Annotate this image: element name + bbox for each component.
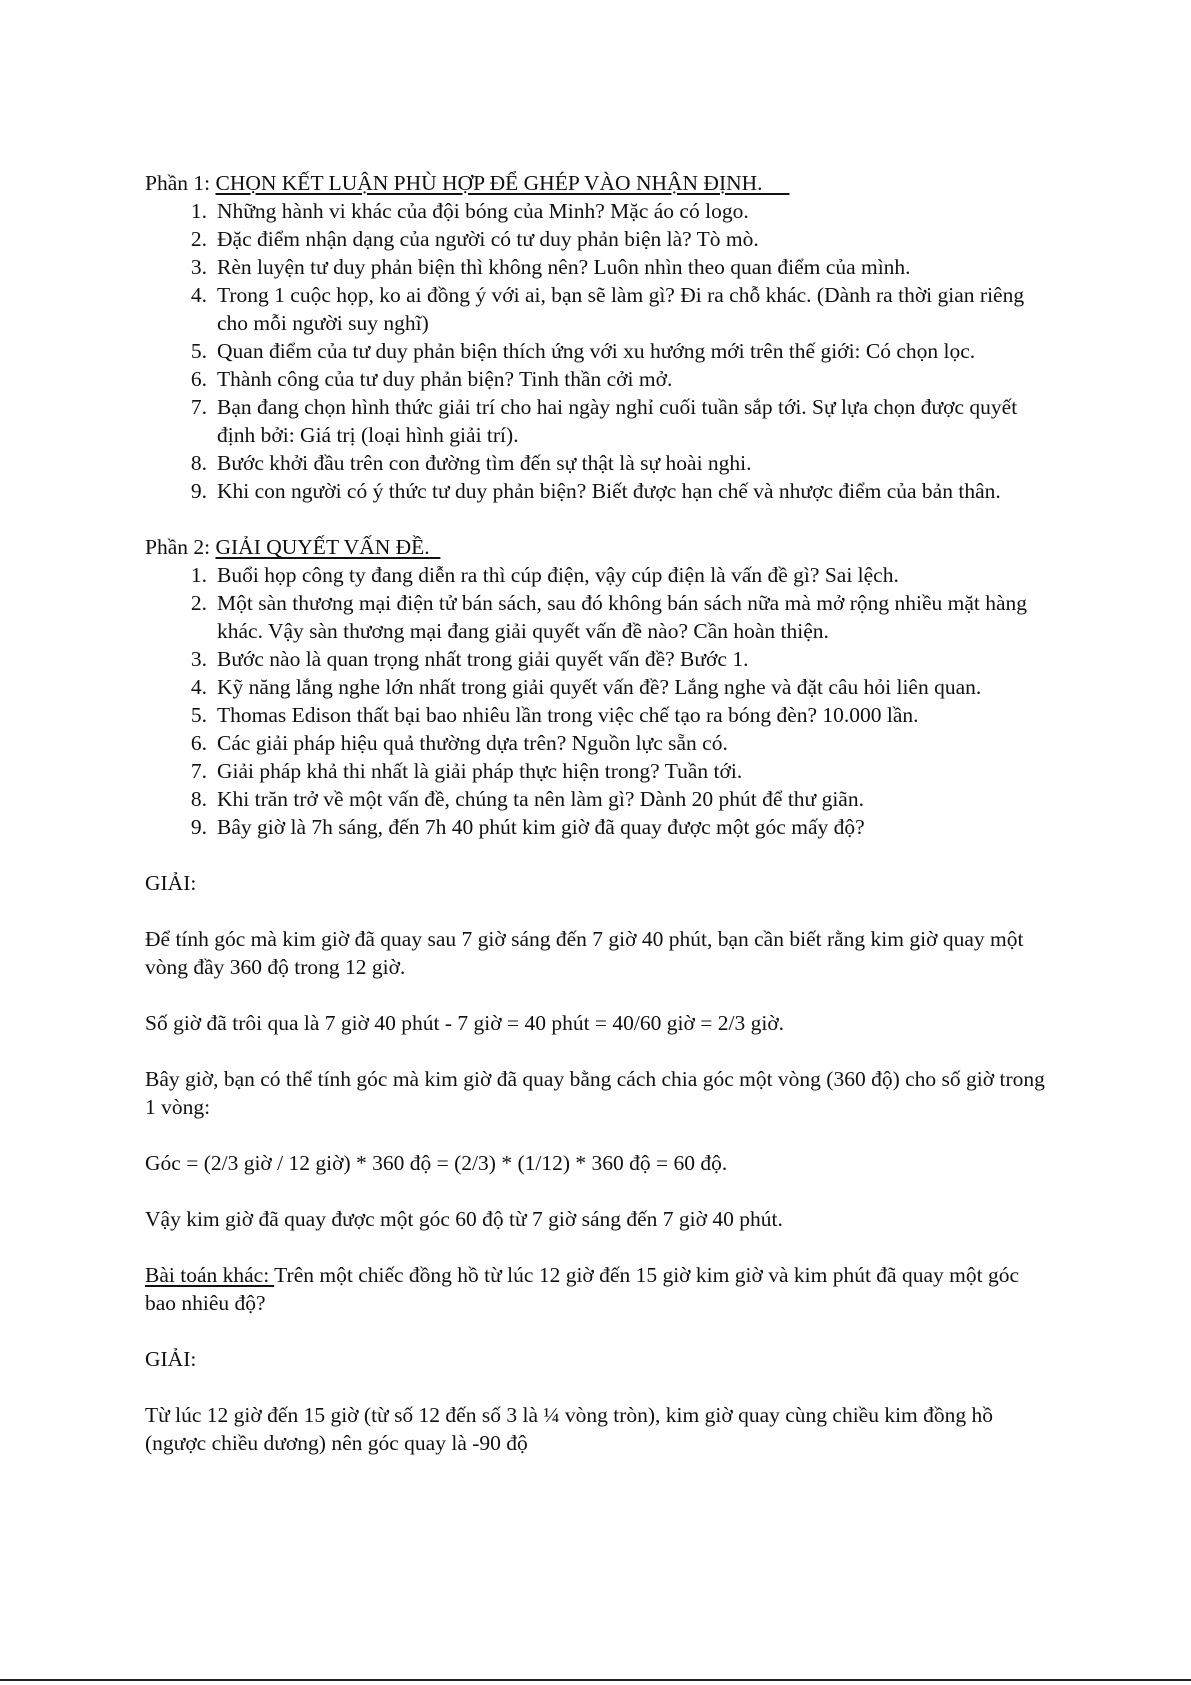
solution-paragraph: Số giờ đã trôi qua là 7 giờ 40 phút - 7 giờ = 40 phút = 40/60 giờ = 2/3 giờ.: [145, 1011, 785, 1035]
solution-formula: Góc = (2/3 giờ / 12 giờ) * 360 độ = (2/3) * (1/12) * 360 độ = 60 độ.: [145, 1151, 728, 1175]
part1-list: [145, 197, 1050, 505]
part1-prefix: Phần 1:: [145, 171, 216, 195]
other-problem-answer: Từ lúc 12 giờ đến 15 giờ (từ số 12 đến số 3 là ¼ vòng tròn), kim giờ quay cùng chiều kim đồng hồ (ngược chiều dương) nên góc quay là -90 độ: [145, 1403, 994, 1455]
list-item: Bây giờ là 7h sáng, đến 7h 40 phút kim giờ đã quay được một góc mấy độ?: [217, 815, 865, 839]
list-item: Quan điểm của tư duy phản biện thích ứng với xu hướng mới trên thế giới: Có chọn lọc.: [217, 339, 976, 363]
list-item: Thành công của tư duy phản biện? Tinh thần cởi mở.: [217, 367, 673, 391]
list-item: Trong 1 cuộc họp, ko ai đồng ý với ai, bạn sẽ làm gì? Đi ra chỗ khác. (Dành ra thời gian riêng cho mỗi người suy nghĩ): [217, 283, 1025, 335]
solution-label: GIẢI:: [145, 871, 197, 895]
list-item: Bạn đang chọn hình thức giải trí cho hai ngày nghỉ cuối tuần sắp tới. Sự lựa chọn được quyết định bởi: Giá trị (loại hình giải trí).: [217, 395, 1018, 447]
document-page: [145, 169, 1050, 1457]
list-item: Bước khởi đầu trên con đường tìm đến sự thật là sự hoài nghi.: [217, 451, 752, 475]
solution-paragraph: Bây giờ, bạn có thể tính góc mà kim giờ đã quay bằng cách chia góc một vòng (360 độ) cho số giờ trong 1 vòng:: [145, 1067, 1045, 1119]
other-problem: [145, 1261, 1050, 1317]
solution-paragraph: Để tính góc mà kim giờ đã quay sau 7 giờ sáng đến 7 giờ 40 phút, bạn cần biết rằng kim giờ quay một vòng đầy 360 độ trong 12 giờ.: [145, 927, 1024, 979]
list-item: Rèn luyện tư duy phản biện thì không nên? Luôn nhìn theo quan điểm của mình.: [217, 255, 911, 279]
other-problem-text: Trên một chiếc đồng hồ từ lúc 12 giờ đến 15 giờ kim giờ và kim phút đã quay một góc bao nhiêu độ?: [145, 1263, 1019, 1315]
list-item: Thomas Edison thất bại bao nhiêu lần trong việc chế tạo ra bóng đèn? 10.000 lần.: [217, 703, 919, 727]
part1-title: CHỌN KẾT LUẬN PHÙ HỢP ĐỂ GHÉP VÀO NHẬN ĐỊNH.: [215, 171, 790, 195]
list-item: Một sàn thương mại điện tử bán sách, sau đó không bán sách nữa mà mở rộng nhiều mặt hàng khác. Vậy sàn thương mại đang giải quyết vấn đề nào? Cần hoàn thiện.: [217, 591, 1028, 643]
list-item: Khi trăn trở về một vấn đề, chúng ta nên làm gì? Dành 20 phút để thư giãn.: [217, 787, 864, 811]
part2-heading: [145, 533, 1050, 561]
list-item: Kỹ năng lắng nghe lớn nhất trong giải quyết vấn đề? Lắng nghe và đặt câu hỏi liên quan.: [217, 675, 982, 699]
list-item: Giải pháp khả thi nhất là giải pháp thực hiện trong? Tuần tới.: [217, 759, 743, 783]
part2-prefix: Phần 2:: [145, 535, 216, 559]
solution-conclusion: Vậy kim giờ đã quay được một góc 60 độ từ 7 giờ sáng đến 7 giờ 40 phút.: [145, 1207, 783, 1231]
list-item: Khi con người có ý thức tư duy phản biện? Biết được hạn chế và nhược điểm của bản thân.: [217, 479, 1001, 503]
solution-label-2: GIẢI:: [145, 1347, 197, 1371]
part2-list: [145, 561, 1050, 841]
part1-heading: [145, 169, 1050, 197]
list-item: Bước nào là quan trọng nhất trong giải quyết vấn đề? Bước 1.: [217, 647, 749, 671]
part2-title: GIẢI QUYẾT VẤN ĐỀ.: [215, 535, 441, 559]
list-item: Các giải pháp hiệu quả thường dựa trên? Nguồn lực sẵn có.: [217, 731, 728, 755]
other-problem-label: Bài toán khác:: [145, 1263, 275, 1287]
list-item: Những hành vi khác của đội bóng của Minh? Mặc áo có logo.: [217, 199, 749, 223]
page-bottom-divider: [0, 1679, 1191, 1681]
list-item: Đặc điểm nhận dạng của người có tư duy phản biện là? Tò mò.: [217, 227, 759, 251]
list-item: Buổi họp công ty đang diễn ra thì cúp điện, vậy cúp điện là vấn đề gì? Sai lệch.: [217, 563, 899, 587]
